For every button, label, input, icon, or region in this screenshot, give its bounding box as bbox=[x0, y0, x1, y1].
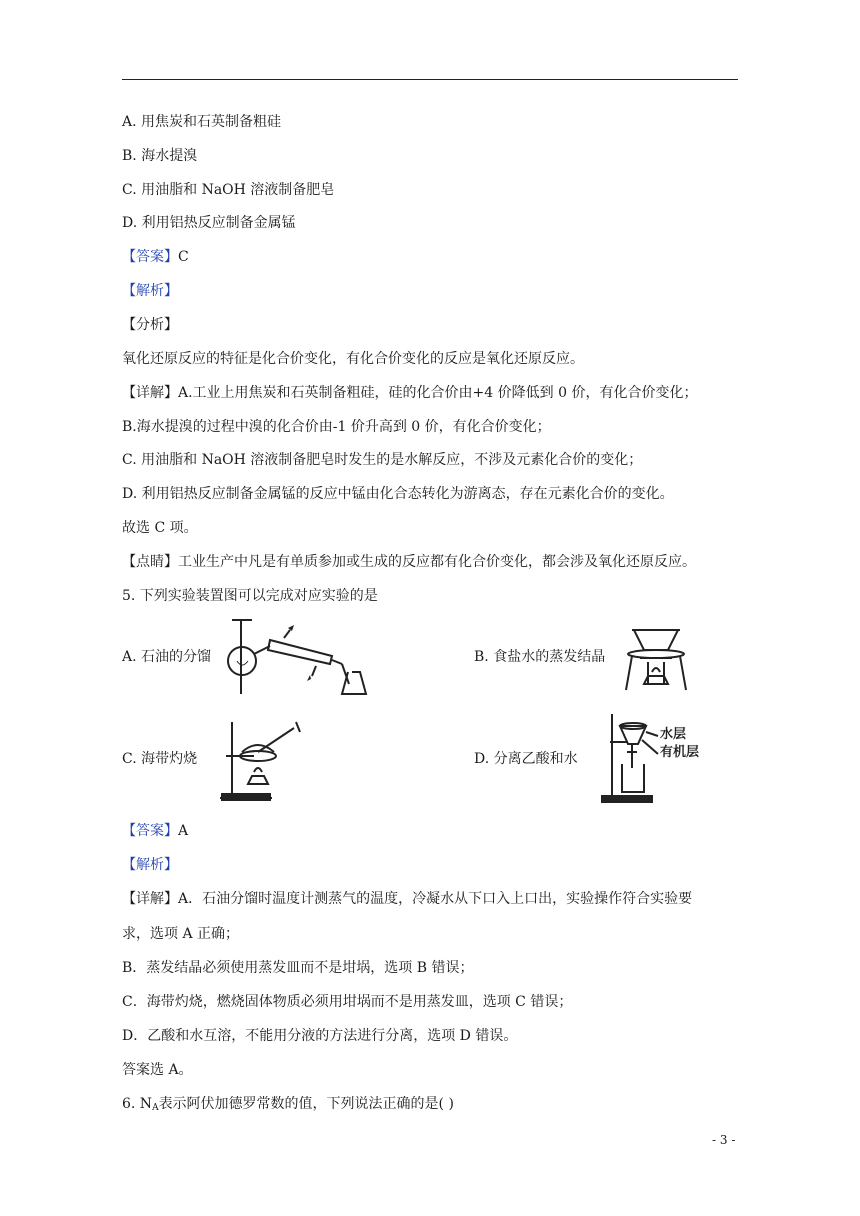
answer-value: C bbox=[178, 249, 189, 265]
q5-conclusion: 答案选 A。 bbox=[122, 1062, 193, 1078]
q4-detail-d: D. 利用铝热反应制备金属锰的反应中锰由化合态转化为游离态，存在元素化合价的变化。 bbox=[122, 486, 674, 502]
point-tag: 【点睛】 bbox=[122, 554, 178, 570]
q4-analysis-tag: 【解析】 bbox=[122, 283, 178, 299]
q5-detail-b: B．蒸发结晶必须使用蒸发皿而不是坩埚，选项 B 错误； bbox=[122, 960, 474, 976]
q4-conclusion: 故选 C 项。 bbox=[122, 520, 198, 536]
detail-tag: 【详解】 bbox=[122, 385, 178, 401]
q6-stem bbox=[122, 1095, 454, 1117]
q5-detail-a1 bbox=[122, 890, 692, 908]
page-number: - 3 - bbox=[712, 1133, 736, 1147]
q6-text: 表示阿伏加德罗常数的值，下列说法正确的是( ) bbox=[158, 1096, 454, 1112]
q5-option-c: C. 海带灼烧 bbox=[122, 751, 198, 767]
water-layer-label: 水层 bbox=[660, 727, 687, 742]
separatory-funnel-figure bbox=[594, 708, 738, 808]
q4-option-a: A. 用焦炭和石英制备粗硅 bbox=[122, 114, 282, 130]
q4-option-b: B. 海水提溴 bbox=[122, 148, 198, 164]
q5-detail-c: C．海带灼烧，燃烧固体物质必须用坩埚而不是用蒸发皿，选项 C 错误； bbox=[122, 994, 573, 1010]
q6-num: 6. N bbox=[122, 1096, 153, 1112]
q4-detail-a bbox=[122, 384, 697, 402]
answer-tag: 【答案】 bbox=[122, 823, 178, 839]
q5-option-a: A. 石油的分馏 bbox=[122, 649, 212, 665]
q5-stem: 5. 下列实验装置图可以完成对应实验的是 bbox=[122, 588, 378, 604]
detail-a-text: A.工业上用焦炭和石英制备粗硅，硅的化合价由+4 价降低到 0 价，有化合价变化； bbox=[178, 385, 698, 401]
q4-detail-b: B.海水提溴的过程中溴的化合价由-1 价升高到 0 价，有化合价变化； bbox=[122, 419, 551, 435]
evaporation-apparatus-figure bbox=[618, 624, 694, 696]
detail-tag: 【详解】 bbox=[122, 891, 178, 907]
burning-apparatus-figure bbox=[214, 714, 318, 806]
q4-option-d: D. 利用铝热反应制备金属锰 bbox=[122, 215, 296, 231]
q5-analysis-tag: 【解析】 bbox=[122, 857, 178, 873]
q5-option-d: D. 分离乙酸和水 bbox=[474, 751, 578, 767]
q4-fenxi-text: 氧化还原反应的特征是化合价变化，有化合价变化的反应是氧化还原反应。 bbox=[122, 351, 584, 367]
organic-layer-label: 有机层 bbox=[660, 745, 700, 760]
answer-value: A bbox=[178, 823, 189, 839]
detail-a1-text: A．石油分馏时温度计测蒸气的温度，冷凝水从下口入上口出，实验操作符合实验要 bbox=[178, 891, 693, 907]
q5-detail-d: D．乙酸和水互溶，不能用分液的方法进行分离，选项 D 错误。 bbox=[122, 1028, 518, 1044]
distillation-apparatus-figure bbox=[214, 616, 384, 702]
q5-answer bbox=[122, 822, 188, 840]
q4-point bbox=[122, 553, 696, 571]
answer-tag: 【答案】 bbox=[122, 249, 178, 265]
q4-detail-c: C. 用油脂和 NaOH 溶液制备肥皂时发生的是水解反应，不涉及元素化合价的变化； bbox=[122, 452, 643, 468]
q4-fenxi-tag: 【分析】 bbox=[122, 317, 178, 333]
q6-sub: A bbox=[152, 1103, 159, 1113]
q5-detail-a2: 求，选项 A 正确； bbox=[122, 926, 240, 942]
q5-option-b: B. 食盐水的蒸发结晶 bbox=[474, 649, 606, 665]
header-rule bbox=[122, 79, 738, 80]
q4-answer bbox=[122, 248, 189, 266]
q4-option-c: C. 用油脂和 NaOH 溶液制备肥皂 bbox=[122, 182, 335, 198]
point-text: 工业生产中凡是有单质参加或生成的反应都有化合价变化，都会涉及氧化还原反应。 bbox=[178, 554, 696, 570]
